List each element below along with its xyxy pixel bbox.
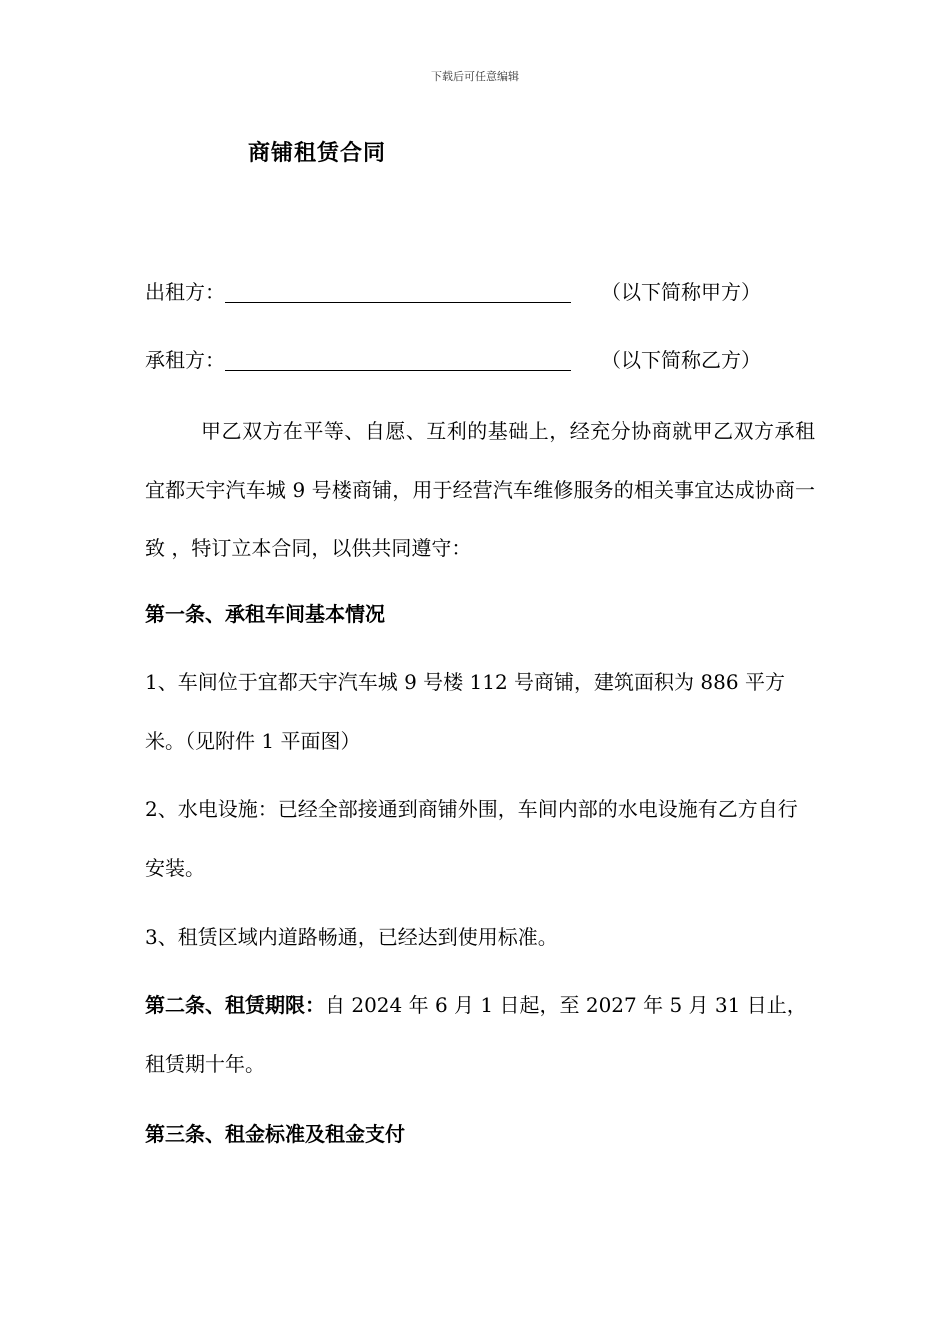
article1-item-3: 3、租赁区域内道路畅通，已经达到使用标准。 bbox=[145, 925, 558, 949]
lessor-row bbox=[145, 277, 761, 307]
lessor-alias: （以下简称甲方） bbox=[601, 280, 761, 304]
document-title: 商铺租赁合同 bbox=[248, 140, 387, 166]
header-note: 下载后可任意编辑 bbox=[431, 70, 519, 83]
article1-item-2: 2、水电设施：已经全部接通到商铺外围，车间内部的水电设施有乙方自行安装。 bbox=[145, 797, 798, 880]
lessee-row bbox=[145, 345, 761, 375]
lessor-label: 出租方： bbox=[145, 280, 225, 304]
article1-item-1: 1、车间位于宜都天宇汽车城 9 号楼 112 号商铺，建筑面积为 886 平方米。（见附件 1 平面图） bbox=[145, 670, 785, 753]
lessor-blank-line[interactable] bbox=[225, 280, 571, 303]
lessee-blank-line[interactable] bbox=[225, 348, 571, 371]
article3-heading: 第三条、租金标准及租金支付 bbox=[145, 1122, 405, 1146]
article2-text: 自 2024 年 6 月 1 日起，至 2027 年 5 月 31 日止，租赁期十年。 bbox=[145, 993, 807, 1076]
intro-paragraph: 甲乙双方在平等、自愿、互利的基础上，经充分协商就甲乙双方承租宜都天宇汽车城 9 号楼商铺，用于经营汽车维修服务的相关事宜达成协商一致 ，特订立本合同，以供共同遵守： bbox=[145, 419, 815, 560]
lessee-label: 承租方： bbox=[145, 348, 225, 372]
lessee-alias: （以下简称乙方） bbox=[601, 348, 761, 372]
article2-heading: 第二条、租赁期限： bbox=[145, 993, 325, 1017]
article2-paragraph bbox=[145, 976, 815, 1093]
article1-heading: 第一条、承租车间基本情况 bbox=[145, 602, 385, 626]
